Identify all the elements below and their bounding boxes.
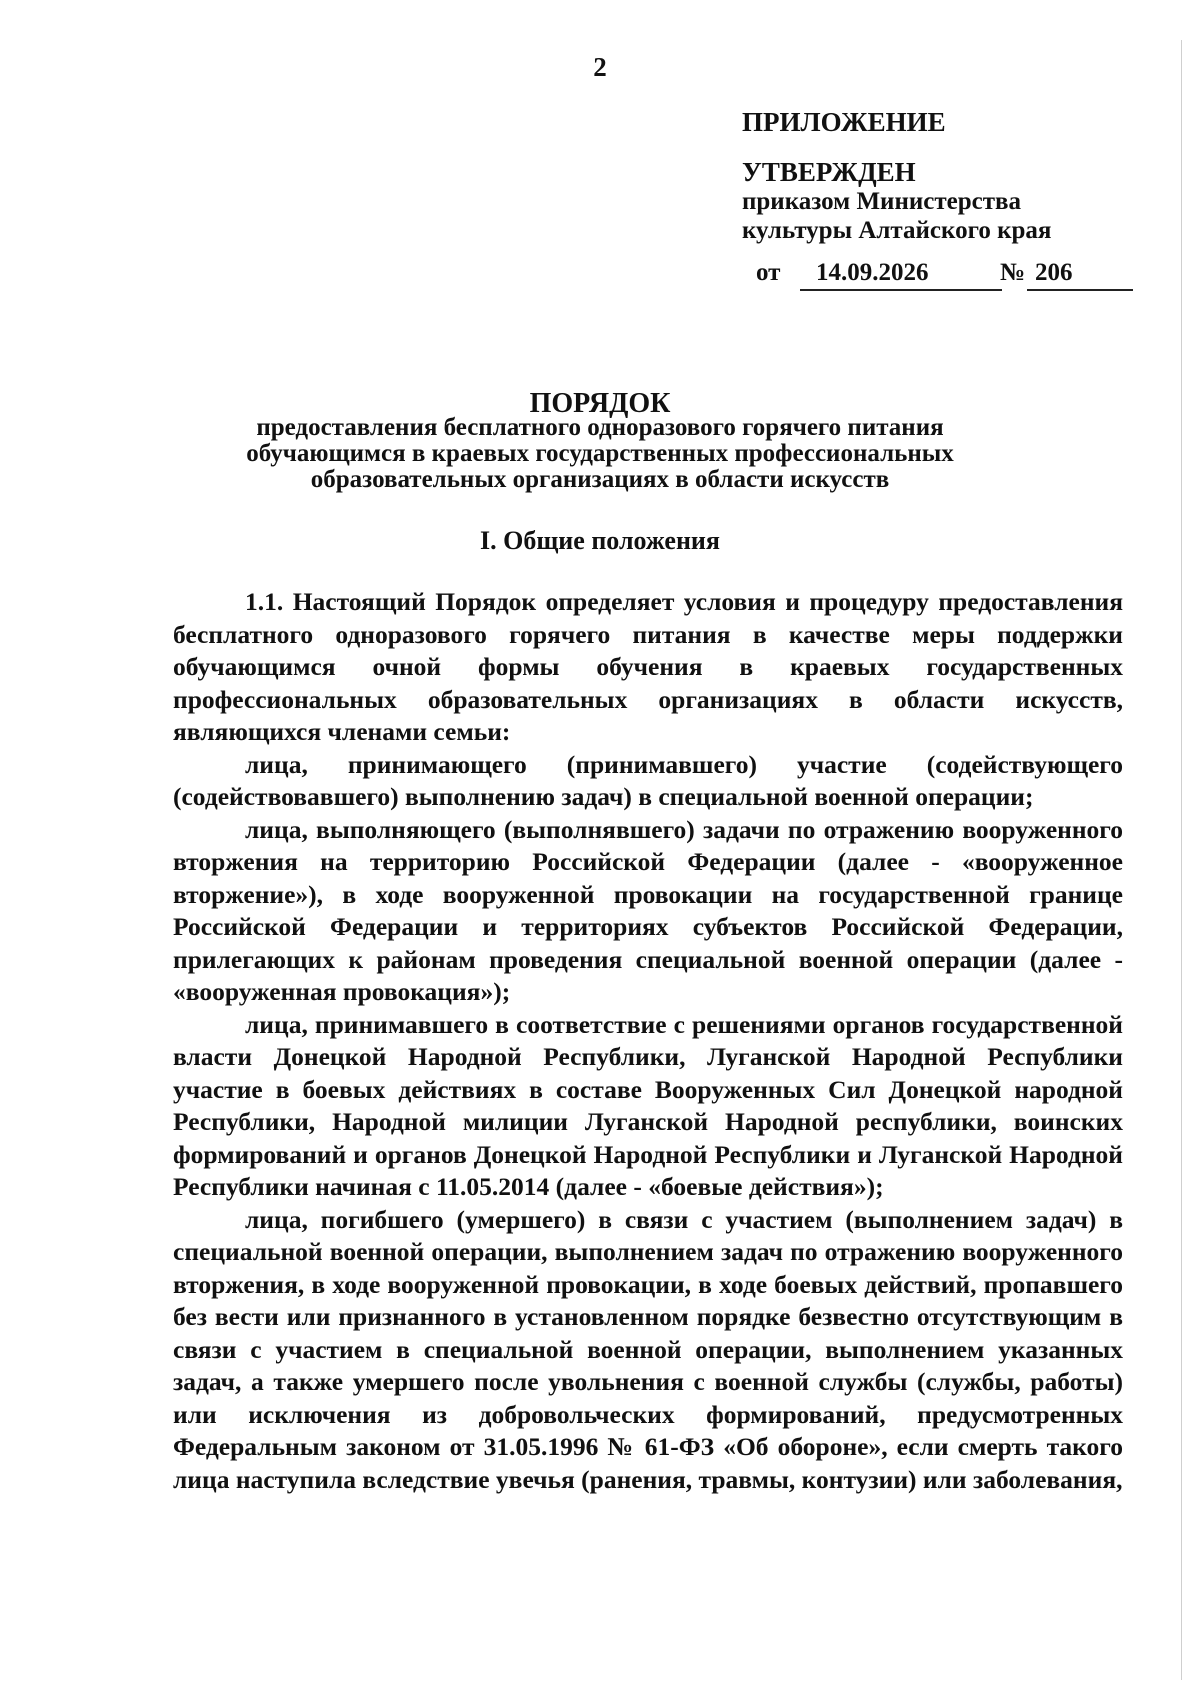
order-number: 206 (1027, 259, 1133, 291)
page-edge-line (1181, 40, 1182, 1680)
approved-by-line: приказом Министерства (742, 188, 1022, 215)
paragraph: лица, погибшего (умершего) в связи с участием (выполнением задач) в специальной военной операции, выполнением задач по отражению вооруженного вторжения, в ходе вооруженной провокации, в ходе боевых действий, пропавшего без вести или признанного в установленном порядке безвестно отсутствующим в связи с участием в специальной военной операции, выполнением указанных задач, а также умершего после увольнения с военной службы (службы, работы) или исключения из добровольческих формирований, предусмотренных Федеральным законом от 31.05.1996 № 61-ФЗ «Об обороне», если смерть такого лица наступила вследствие увечья (ранения, травмы, контузии) или заболевания, (173, 1204, 1123, 1494)
paragraph: лица, выполняющего (выполнявшего) задачи по отражению вооруженного вторжения на территорию Российской Федерации (далее - «вооруженное вторжение»), в ходе вооруженной провокации на государственной границе Российской Федерации и территориях субъектов Российской Федерации, прилегающих к районам проведения специальной военной операции (далее - «вооруженная провокация»); (173, 814, 1123, 1006)
document-subtitle: предоставления бесплатного одноразового горячего питания обучающимся в краевых государственных профессиональных образовательных организациях в области искусств (246, 414, 954, 493)
approved-by-line: культуры Алтайского края (742, 217, 1052, 244)
paragraph: 1.1. Настоящий Порядок определяет условия и процедуру предоставления бесплатного одноразового горячего питания в качестве меры поддержки обучающимся очной формы обучения в краевых государственных профессиональных образовательных организациях в области искусств, являющихся членами семьи: (173, 587, 1123, 746)
date-prefix: от (756, 259, 781, 286)
number-prefix: № (1000, 259, 1026, 286)
order-date-number (742, 251, 1142, 291)
paragraph: лица, принимавшего в соответствие с решениями органов государственной власти Донецкой Народной Республики, Луганской Народной Республики участие в боевых действиях в составе Вооруженных Сил Донецкой народной Республики, Народной милиции Луганской Народной республики, воинских формирований и органов Донецкой Народной Республики и Луганской Народной Республики начиная с 11.05.2014 (далее - «боевые действия»); (173, 1009, 1123, 1201)
approval-block (742, 105, 1142, 291)
document-title: ПОРЯДОК (529, 388, 671, 419)
document-body (173, 586, 1123, 1496)
order-date: 14.09.2026 (800, 259, 1002, 291)
section-heading: I. Общие положения (480, 526, 720, 555)
page-number: 2 (593, 52, 607, 82)
appendix-label: ПРИЛОЖЕНИЕ (742, 107, 946, 137)
paragraph: лица, принимающего (принимавшего) участие (содействующего (содействовавшего) выполнению задач) в специальной военной операции; (173, 749, 1123, 811)
approved-label: УТВЕРЖДЕН (742, 157, 916, 187)
